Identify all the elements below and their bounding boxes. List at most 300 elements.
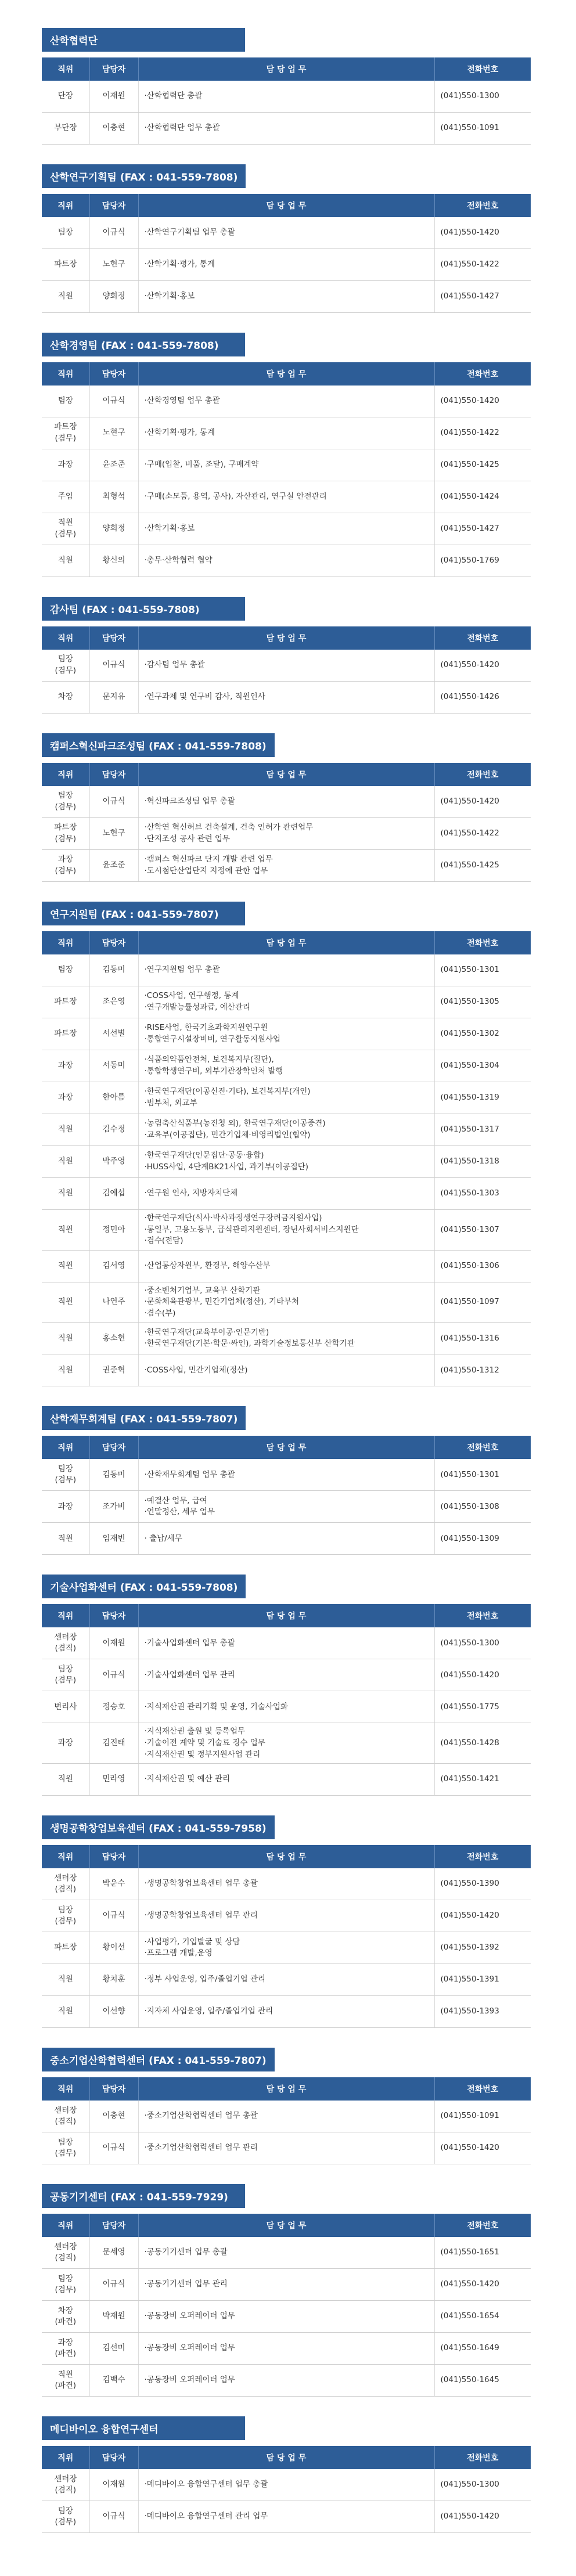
header-duty: 담 당 업 무 (138, 2446, 434, 2469)
phone-cell: (041)550-1775 (434, 1691, 531, 1723)
header-duty: 담 당 업 무 (138, 1604, 434, 1627)
duty-cell (138, 1964, 434, 1996)
table-row (42, 1723, 531, 1764)
duty-line: ·단지조성 공사 관련 업무 (144, 834, 231, 844)
phone-cell: (041)550-1097 (434, 1282, 531, 1323)
duty-line: ·한국연구재단(석사·박사과정생연구장려금지원사업) (144, 1213, 322, 1223)
header-duty: 담 당 업 무 (138, 57, 434, 81)
duty-cell (138, 1723, 434, 1764)
staff-table (42, 362, 531, 577)
header-tel: 전화번호 (434, 626, 531, 650)
staff-table (42, 1845, 531, 2028)
table-row (42, 113, 531, 145)
manager-cell: 김예섭 (89, 1178, 138, 1210)
position-cell: 파트장 (42, 249, 89, 281)
department-section (42, 1406, 531, 1555)
table-row (42, 2132, 531, 2164)
header-duty: 담 당 업 무 (138, 362, 434, 386)
duty-line: ·산학협력단 총괄 (144, 91, 203, 101)
position-cell: 센터장 (겸직) (42, 1627, 89, 1659)
phone-cell: (041)550-1769 (434, 545, 531, 577)
header-position: 직위 (42, 2077, 89, 2101)
duty-line: ·정부 사업운영, 입주/졸업기업 관리 (144, 1975, 266, 1984)
duty-cell (138, 417, 434, 449)
position-cell: 파트장 (42, 1018, 89, 1050)
table-row (42, 386, 531, 417)
table-row (42, 1627, 531, 1659)
position-cell: 직원 (42, 1250, 89, 1282)
department-title: 산학연구기획팀 (FAX : 041-559-7808) (42, 164, 246, 188)
duty-line: ·지식재산권 및 정부지원사업 관리 (144, 1749, 261, 1759)
position-cell: 파트장 (겸무) (42, 417, 89, 449)
header-tel: 전화번호 (434, 2077, 531, 2101)
header-tel: 전화번호 (434, 1604, 531, 1627)
duty-line: ·COSS사업, 연구행정, 통계 (144, 991, 239, 1001)
header-position: 직위 (42, 1604, 89, 1627)
header-manager: 담당자 (89, 57, 138, 81)
manager-cell: 김동미 (89, 954, 138, 986)
duty-cell (138, 1114, 434, 1146)
header-tel: 전화번호 (434, 1845, 531, 1868)
duty-cell (138, 1996, 434, 2028)
duty-cell (138, 682, 434, 714)
duty-cell (138, 1082, 434, 1114)
phone-cell: (041)550-1420 (434, 217, 531, 249)
duty-line: ·산학기획·평가, 통계 (144, 260, 215, 269)
position-cell: 과장 (42, 1050, 89, 1082)
table-row (42, 1114, 531, 1146)
header-position: 직위 (42, 2446, 89, 2469)
header-duty: 담 당 업 무 (138, 2077, 434, 2101)
phone-cell: (041)550-1091 (434, 113, 531, 145)
department-section (42, 2416, 531, 2533)
position-cell: 센터장 (겸직) (42, 2101, 89, 2132)
position-cell: 과장 (겸무) (42, 850, 89, 882)
table-row (42, 281, 531, 313)
manager-cell: 이선향 (89, 1996, 138, 2028)
header-position: 직위 (42, 1845, 89, 1868)
duty-cell (138, 2237, 434, 2269)
duty-line: ·범부처, 외교부 (144, 1098, 197, 1108)
phone-cell: (041)550-1390 (434, 1868, 531, 1900)
duty-cell (138, 1050, 434, 1082)
department-title: 메디바이오 융합연구센터 (42, 2416, 245, 2440)
header-tel: 전화번호 (434, 931, 531, 954)
duty-cell (138, 545, 434, 577)
position-cell: 팀장 (42, 386, 89, 417)
position-cell: 차장 (42, 682, 89, 714)
duty-cell (138, 2365, 434, 2397)
duty-cell (138, 113, 434, 145)
table-row (42, 850, 531, 882)
header-tel: 전화번호 (434, 1436, 531, 1459)
phone-cell: (041)550-1428 (434, 1723, 531, 1764)
duty-line: ·지식재산권 출원 및 등록업무 (144, 1727, 246, 1736)
staff-table (42, 1604, 531, 1796)
department-section (42, 1815, 531, 2028)
duty-line: ·농림축산식품부(농진청 외), 한국연구재단(이공중견) (144, 1119, 326, 1129)
table-row (42, 1459, 531, 1491)
table-row (42, 2101, 531, 2132)
position-cell: 주임 (42, 481, 89, 513)
duty-line: ·산학협력단 업무 총괄 (144, 123, 220, 133)
table-header-row (42, 763, 531, 786)
phone-cell: (041)550-1424 (434, 481, 531, 513)
duty-line: ·교육부(이공집단), 민간기업체·비영리법인(협약) (144, 1130, 311, 1140)
position-cell: 파트장 (42, 986, 89, 1018)
duty-line: ·예결산 업무, 급여 (144, 1496, 207, 1505)
table-row (42, 481, 531, 513)
manager-cell: 황이선 (89, 1932, 138, 1964)
manager-cell: 한아름 (89, 1082, 138, 1114)
duty-cell (138, 1868, 434, 1900)
header-manager: 담당자 (89, 362, 138, 386)
position-cell: 과장 (42, 449, 89, 481)
duty-line: ·지식재산권 관리기획 및 운영, 기술사업화 (144, 1702, 288, 1712)
duty-line: ·메디바이오 융합연구센터 업무 총괄 (144, 2480, 268, 2489)
phone-cell: (041)550-1420 (434, 2501, 531, 2533)
duty-line: ·중소벤처기업부, 교육부 산학기관 (144, 1285, 261, 1295)
table-header-row (42, 362, 531, 386)
staff-table (42, 194, 531, 313)
duty-cell (138, 1210, 434, 1251)
manager-cell: 양희정 (89, 281, 138, 313)
duty-line: ·산학기획·홍보 (144, 291, 195, 301)
duty-line: ·산업통상자원부, 환경부, 해양수산부 (144, 1260, 271, 1270)
department-title: 기술사업화센터 (FAX : 041-559-7808) (42, 1575, 246, 1598)
staff-table (42, 763, 531, 882)
manager-cell: 이충현 (89, 113, 138, 145)
duty-cell (138, 2269, 434, 2301)
phone-cell: (041)550-1422 (434, 818, 531, 850)
position-cell: 팀장 (겸무) (42, 786, 89, 818)
table-row (42, 1491, 531, 1523)
department-section (42, 1575, 531, 1796)
table-row (42, 1523, 531, 1555)
header-tel: 전화번호 (434, 362, 531, 386)
duty-cell (138, 2333, 434, 2365)
manager-cell: 박운수 (89, 1868, 138, 1900)
duty-line: ·문화체육관광부, 민간기업체(정산), 기타부처 (144, 1297, 300, 1307)
header-tel: 전화번호 (434, 2446, 531, 2469)
duty-line: ·산학재무회계팀 업무 총괄 (144, 1469, 235, 1479)
duty-line: ·감사팀 업무 총괄 (144, 660, 205, 670)
staff-table (42, 626, 531, 714)
header-position: 직위 (42, 1436, 89, 1459)
duty-cell (138, 281, 434, 313)
phone-cell: (041)550-1091 (434, 2101, 531, 2132)
table-row (42, 1659, 531, 1691)
header-manager: 담당자 (89, 1436, 138, 1459)
duty-line: ·공동장비 오퍼레이터 업무 (144, 2343, 235, 2353)
table-row (42, 2501, 531, 2533)
department-title: 산학재무회계팀 (FAX : 041-559-7807) (42, 1406, 246, 1430)
phone-cell: (041)550-1317 (434, 1114, 531, 1146)
header-position: 직위 (42, 626, 89, 650)
manager-cell: 윤조준 (89, 850, 138, 882)
duty-line: ·산학경영팀 업무 총괄 (144, 396, 220, 406)
manager-cell: 박재원 (89, 2301, 138, 2333)
duty-cell (138, 513, 434, 545)
duty-line: ·연구원 인사, 지방자치단체 (144, 1188, 238, 1198)
department-title: 산학경영팀 (FAX : 041-559-7808) (42, 333, 245, 356)
position-cell: 직원 (42, 1354, 89, 1386)
manager-cell: 이재원 (89, 81, 138, 113)
position-cell: 직원 (겸무) (42, 513, 89, 545)
duty-cell (138, 786, 434, 818)
manager-cell: 황치훈 (89, 1964, 138, 1996)
table-header-row (42, 931, 531, 954)
manager-cell: 김서영 (89, 1250, 138, 1282)
phone-cell: (041)550-1393 (434, 1996, 531, 2028)
table-row (42, 1691, 531, 1723)
phone-cell: (041)550-1649 (434, 2333, 531, 2365)
table-row (42, 1323, 531, 1354)
position-cell: 파트장 (42, 1932, 89, 1964)
manager-cell: 조가비 (89, 1491, 138, 1523)
position-cell: 센터장 (겸직) (42, 2237, 89, 2269)
table-row (42, 2365, 531, 2397)
duty-line: ·생명공학창업보육센터 업무 총괄 (144, 1879, 258, 1889)
duty-cell (138, 818, 434, 850)
table-row (42, 1900, 531, 1932)
staff-table (42, 2214, 531, 2397)
duty-cell (138, 986, 434, 1018)
manager-cell: 양희정 (89, 513, 138, 545)
phone-cell: (041)550-1309 (434, 1523, 531, 1555)
department-title: 공동기기센터 (FAX : 041-559-7929) (42, 2184, 245, 2208)
table-row (42, 818, 531, 850)
duty-cell (138, 1282, 434, 1323)
table-row (42, 986, 531, 1018)
duty-cell (138, 481, 434, 513)
manager-cell: 이규식 (89, 786, 138, 818)
position-cell: 과장 (42, 1723, 89, 1764)
manager-cell: 이규식 (89, 1900, 138, 1932)
duty-line: ·한국연구재단(이공신진·기타), 보건복지부(개인) (144, 1087, 311, 1097)
manager-cell: 김동미 (89, 1459, 138, 1491)
position-cell: 직원 (파견) (42, 2365, 89, 2397)
table-header-row (42, 1436, 531, 1459)
header-duty: 담 당 업 무 (138, 194, 434, 217)
position-cell: 팀장 (겸무) (42, 2132, 89, 2164)
table-header-row (42, 1845, 531, 1868)
phone-cell: (041)550-1304 (434, 1050, 531, 1082)
duty-cell (138, 1018, 434, 1050)
phone-cell: (041)550-1319 (434, 1082, 531, 1114)
table-row (42, 1282, 531, 1323)
staff-table (42, 931, 531, 1386)
table-row (42, 2237, 531, 2269)
manager-cell: 문지유 (89, 682, 138, 714)
phone-cell: (041)550-1300 (434, 1627, 531, 1659)
position-cell: 단장 (42, 81, 89, 113)
duty-cell (138, 1178, 434, 1210)
manager-cell: 문세영 (89, 2237, 138, 2269)
duty-line: ·공동기기센터 업무 총괄 (144, 2247, 228, 2257)
manager-cell: 황신의 (89, 545, 138, 577)
duty-line: ·혁신파크조성팀 업무 총괄 (144, 797, 235, 806)
duty-line: ·연말정산, 세무 업무 (144, 1507, 215, 1517)
position-cell: 직원 (42, 1523, 89, 1555)
manager-cell: 노현구 (89, 818, 138, 850)
manager-cell: 최형석 (89, 481, 138, 513)
phone-cell: (041)550-1420 (434, 2132, 531, 2164)
phone-cell: (041)550-1302 (434, 1018, 531, 1050)
duty-cell (138, 1900, 434, 1932)
duty-cell (138, 386, 434, 417)
staff-table (42, 2077, 531, 2164)
table-header-row (42, 2077, 531, 2101)
duty-cell (138, 2301, 434, 2333)
manager-cell: 이재원 (89, 2469, 138, 2501)
phone-cell: (041)550-1425 (434, 449, 531, 481)
phone-cell: (041)550-1426 (434, 682, 531, 714)
duty-line: ·구매(입찰, 비품, 조달), 구매계약 (144, 460, 259, 470)
header-position: 직위 (42, 362, 89, 386)
position-cell: 직원 (42, 1996, 89, 2028)
department-title: 산학협력단 (42, 28, 245, 52)
header-manager: 담당자 (89, 931, 138, 954)
duty-line: ·연구개발능률성과급, 예산관리 (144, 1003, 250, 1012)
table-header-row (42, 2214, 531, 2237)
duty-line: ·지자체 사업운영, 입주/졸업기업 관리 (144, 2006, 273, 2016)
duty-line: ·공동장비 오퍼레이터 업무 (144, 2311, 235, 2321)
duty-line: ·지식재산권 및 예산 관리 (144, 1774, 231, 1784)
duty-cell (138, 1659, 434, 1691)
manager-cell: 이규식 (89, 2269, 138, 2301)
phone-cell: (041)550-1392 (434, 1932, 531, 1964)
duty-line: ·중소기업산학협력센터 업무 관리 (144, 2143, 258, 2153)
header-duty: 담 당 업 무 (138, 931, 434, 954)
table-row (42, 650, 531, 682)
phone-cell: (041)550-1427 (434, 281, 531, 313)
table-row (42, 1250, 531, 1282)
header-manager: 담당자 (89, 1845, 138, 1868)
duty-line: ·겸수(전담) (144, 1236, 183, 1246)
phone-cell: (041)550-1316 (434, 1323, 531, 1354)
duty-cell (138, 2101, 434, 2132)
table-header-row (42, 57, 531, 81)
header-position: 직위 (42, 194, 89, 217)
table-row (42, 682, 531, 714)
duty-line: ·한국연구재단(기본·학문·싸인), 과학기술정보통신부 산학기관 (144, 1339, 355, 1349)
duty-cell (138, 1459, 434, 1491)
phone-cell: (041)550-1420 (434, 2269, 531, 2301)
header-manager: 담당자 (89, 2214, 138, 2237)
department-section (42, 2048, 531, 2164)
duty-cell (138, 1250, 434, 1282)
duty-cell (138, 249, 434, 281)
phone-cell: (041)550-1308 (434, 1491, 531, 1523)
duty-line: ·기술이전 계약 및 기술료 징수 업무 (144, 1738, 265, 1748)
table-row (42, 1964, 531, 1996)
duty-line: ·통합연구시설장비비, 연구활동지원사업 (144, 1035, 281, 1044)
manager-cell: 나연주 (89, 1282, 138, 1323)
department-section (42, 28, 531, 145)
position-cell: 직원 (42, 1323, 89, 1354)
position-cell: 파트장 (겸무) (42, 818, 89, 850)
department-section (42, 164, 531, 313)
header-manager: 담당자 (89, 2446, 138, 2469)
duty-cell (138, 850, 434, 882)
duty-line: ·산학기획·평가, 통계 (144, 428, 215, 438)
phone-cell: (041)550-1420 (434, 1900, 531, 1932)
duty-line: ·메디바이오 융합연구센터 관리 업무 (144, 2512, 268, 2521)
header-position: 직위 (42, 763, 89, 786)
manager-cell: 윤조준 (89, 449, 138, 481)
duty-cell (138, 1764, 434, 1796)
duty-cell (138, 1491, 434, 1523)
header-duty: 담 당 업 무 (138, 2214, 434, 2237)
position-cell: 팀장 (겸무) (42, 2269, 89, 2301)
duty-line: ·공동기기센터 업무 관리 (144, 2279, 228, 2289)
duty-line: ·한국연구재단(인문집단·공동·융합) (144, 1151, 264, 1161)
header-tel: 전화번호 (434, 763, 531, 786)
duty-line: ·생명공학창업보육센터 업무 관리 (144, 1911, 258, 1921)
position-cell: 과장 (42, 1082, 89, 1114)
manager-cell: 노현구 (89, 417, 138, 449)
phone-cell: (041)550-1421 (434, 1764, 531, 1796)
duty-line: ·연구과제 및 연구비 감사, 직원인사 (144, 692, 265, 702)
table-row (42, 1764, 531, 1796)
duty-line: ·식품의약품안전처, 보건복지부(질단), (144, 1055, 274, 1065)
manager-cell: 박주영 (89, 1146, 138, 1178)
table-header-row (42, 2446, 531, 2469)
table-row (42, 786, 531, 818)
duty-cell (138, 1523, 434, 1555)
phone-cell: (041)550-1651 (434, 2237, 531, 2269)
duty-cell (138, 1354, 434, 1386)
table-row (42, 449, 531, 481)
header-manager: 담당자 (89, 2077, 138, 2101)
duty-line: ·한국연구재단(교육부이공·인문기반) (144, 1327, 269, 1337)
header-duty: 담 당 업 무 (138, 1845, 434, 1868)
duty-line: ·구매(소모품, 용역, 공사), 자산관리, 연구실 안전관리 (144, 492, 327, 502)
manager-cell: 이규식 (89, 2132, 138, 2164)
position-cell: 센터장 (겸직) (42, 1868, 89, 1900)
table-row (42, 217, 531, 249)
phone-cell: (041)550-1422 (434, 417, 531, 449)
phone-cell: (041)550-1645 (434, 2365, 531, 2397)
duty-cell (138, 2501, 434, 2533)
header-manager: 담당자 (89, 763, 138, 786)
department-title: 연구지원팀 (FAX : 041-559-7807) (42, 902, 245, 925)
duty-line: ·RISE사업, 한국기초과학지원연구원 (144, 1023, 268, 1033)
table-row (42, 1210, 531, 1251)
table-row (42, 1018, 531, 1050)
table-row (42, 81, 531, 113)
phone-cell: (041)550-1420 (434, 1659, 531, 1691)
phone-cell: (041)550-1312 (434, 1354, 531, 1386)
table-row (42, 1178, 531, 1210)
phone-cell: (041)550-1422 (434, 249, 531, 281)
department-section (42, 597, 531, 714)
duty-line: ·산학연 혁신허브 건축설계, 건축 인허가 관련업무 (144, 823, 314, 833)
header-tel: 전화번호 (434, 57, 531, 81)
position-cell: 팀장 (겸무) (42, 1459, 89, 1491)
manager-cell: 이규식 (89, 1659, 138, 1691)
duty-line: ·도시첨단산업단지 지정에 관한 업무 (144, 866, 268, 876)
manager-cell: 정민아 (89, 1210, 138, 1251)
table-row (42, 1354, 531, 1386)
header-position: 직위 (42, 931, 89, 954)
manager-cell: 이규식 (89, 650, 138, 682)
staff-table (42, 1436, 531, 1555)
department-title: 생명공학창업보육센터 (FAX : 041-559-7958) (42, 1815, 275, 1839)
phone-cell: (041)550-1318 (434, 1146, 531, 1178)
position-cell: 센터장 (겸직) (42, 2469, 89, 2501)
